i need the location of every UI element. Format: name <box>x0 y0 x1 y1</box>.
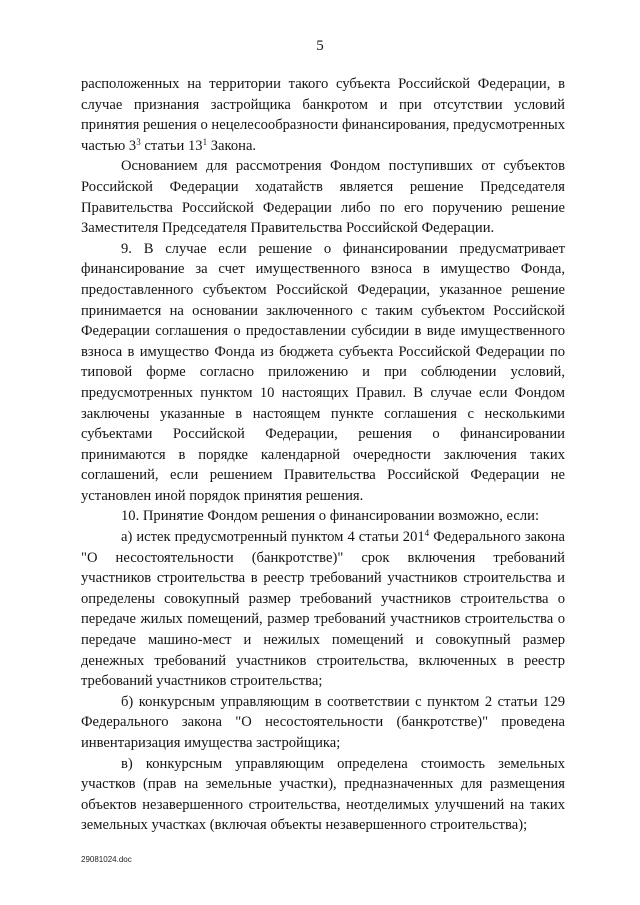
document-body <box>81 74 565 836</box>
superscript: 3 <box>136 136 141 147</box>
paragraph-item-10: 10. Принятие Фондом решения о финансировании возможно, если: <box>121 508 540 525</box>
paragraph-subitem-a: а) истек предусмотренный пунктом 4 статьи $201^4$ Федерального закона "О несостоятельности (банкротстве)" срок включения требований участников строительства в реестр требований участников строительства и определены совокупный размер требований участников строительства о передаче жилых помещений, размер требований участников строительства о передаче машино-мест и нежилых помещений и совокупный размер денежных требований участников строительства, включенных в реестр требований участников строительства; <box>81 528 565 690</box>
paragraph-subitem-v: в) конкурсным управляющим определена стоимость земельных участков (прав на земельные участки), предназначенных для размещения объектов незавершенного строительства, неотделимых улучшений на таких земельных участках (включая объекты незавершенного строительства); <box>81 755 565 834</box>
paragraph-basis: Основанием для рассмотрения Фондом поступивших от субъектов Российской Федерации ходатайств является решение Председателя Правительства Российской Федерации либо по его поручению решение Заместителя Председателя Правительства Российской Федерации. <box>81 158 565 237</box>
paragraph-item-9: 9. В случае если решение о финансировании предусматривает финансирование за счет имущественного взноса в имущество Фонда, предоставленного субъектом Российской Федерации, указанное решение принимается на основании заключенного с таким субъектом Российской Федерации соглашения о предоставлении субсидии в виде имущественного взноса в имущество Фонда из бюджета субъекта Российской Федерации по типовой форме согласно приложению и при соблюдении условий, предусмотренных пунктом 10 настоящих Правил. В случае если Фондом заключены указанные в настоящем пункте соглашения с несколькими субъектами Российской Федерации, решения о финансировании принимаются в порядке календарной очередности заключения таких соглашений, если решением Правительства Российской Федерации не установлен иной порядок принятия решения. <box>81 240 565 504</box>
paragraph-subitem-b: б) конкурсным управляющим в соответствии с пунктом 2 статьи 129 Федерального закона "О несостоятельности (банкротстве)" проведена инвентаризация имущества застройщика; <box>81 693 565 751</box>
paragraph-continuation: расположенных на территории такого субъекта Российской Федерации, в случае признания застройщика банкротом и при отсутствии условий принятия решения о нецелесообразности финансирования, предусмотренных частью $3^3$ статьи $13^1$ Закона. <box>81 76 565 154</box>
superscript: 1 <box>202 136 208 147</box>
page-number: 5 <box>316 38 324 54</box>
file-name-footer: 29081024.doc <box>81 855 132 864</box>
superscript: 4 <box>424 528 430 539</box>
